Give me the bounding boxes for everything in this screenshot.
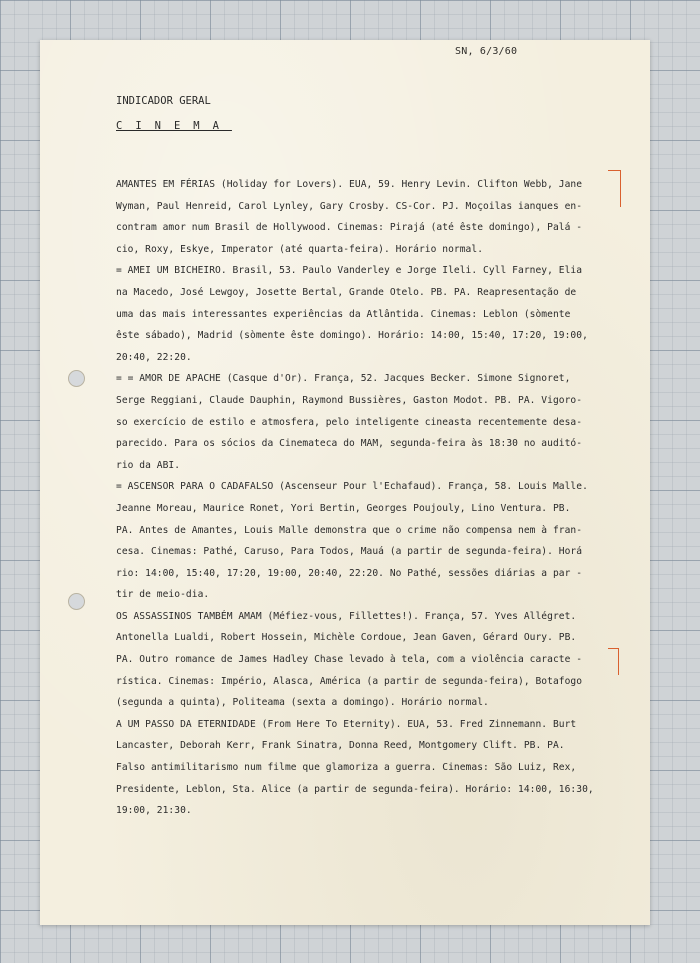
text-line: OS ASSASSINOS TAMBÉM AMAM (Méfiez-vous, Fillettes!). França, 57. Yves Allégret.	[116, 610, 577, 622]
film-listings	[116, 174, 636, 822]
document-title: INDICADOR GERAL	[116, 95, 211, 107]
punch-hole	[68, 370, 85, 387]
section-heading: CINEMA	[116, 120, 232, 132]
text-line: cesa. Cinemas: Pathé, Caruso, Para Todos, Mauá (a partir de segunda-feira). Horá	[116, 546, 583, 558]
text-line: = = AMOR DE APACHE (Casque d'Or). França, 52. Jacques Becker. Simone Signoret,	[116, 373, 571, 385]
text-line: Presidente, Leblon, Sta. Alice (a partir de segunda-feira). Horário: 14:00, 16:30,	[116, 783, 594, 795]
document-date-stamp: SN, 6/3/60	[455, 46, 518, 57]
document-page	[40, 40, 650, 925]
text-line: na Macedo, José Lewgoy, Josette Bertal, Grande Otelo. PB. PA. Reapresentação de	[116, 286, 577, 298]
text-line: Serge Reggiani, Claude Dauphin, Raymond Bussières, Gaston Modot. PB. PA. Vigoro-	[116, 394, 583, 406]
text-line: Falso antimilitarismo num filme que glamoriza a guerra. Cinemas: São Luiz, Rex,	[116, 762, 577, 774]
text-line: Jeanne Moreau, Maurice Ronet, Yori Bertin, Georges Poujouly, Lino Ventura. PB.	[116, 502, 571, 514]
text-line: PA. Outro romance de James Hadley Chase levado à tela, com a violência caracte -	[116, 654, 583, 666]
text-line: A UM PASSO DA ETERNIDADE (From Here To Eternity). EUA, 53. Fred Zinnemann. Burt	[116, 718, 577, 730]
text-line: = ASCENSOR PARA O CADAFALSO (Ascenseur Pour l'Echafaud). França, 58. Louis Malle.	[116, 481, 588, 493]
text-line: rística. Cinemas: Império, Alasca, América (a partir de segunda-feira), Botafogo	[116, 675, 583, 687]
text-line: = AMEI UM BICHEIRO. Brasil, 53. Paulo Vanderley e Jorge Ileli. Cyll Farney, Elia	[116, 265, 583, 277]
text-line: 19:00, 21:30.	[116, 805, 192, 817]
text-line: rio: 14:00, 15:40, 17:20, 19:00, 20:40, 22:20. No Pathé, sessões diárias a par -	[116, 567, 583, 579]
text-line: AMANTES EM FÉRIAS (Holiday for Lovers). EUA, 59. Henry Levin. Clifton Webb, Jane	[116, 179, 583, 190]
text-line: Lancaster, Deborah Kerr, Frank Sinatra, Donna Reed, Montgomery Clift. PB. PA.	[116, 740, 565, 752]
text-line: êste sábado), Madrid (sòmente êste domingo). Horário: 14:00, 15:40, 17:20, 19:00,	[116, 330, 588, 342]
text-line: (segunda a quinta), Politeama (sexta a domingo). Horário normal.	[116, 697, 489, 709]
text-line: parecido. Para os sócios da Cinemateca do MAM, segunda-feira às 18:30 no auditó-	[116, 438, 583, 450]
text-line: tir de meio-dia.	[116, 589, 210, 601]
text-line: 20:40, 22:20.	[116, 351, 192, 363]
punch-hole	[68, 593, 85, 610]
text-line: cio, Roxy, Eskye, Imperator (até quarta-feira). Horário normal.	[116, 243, 484, 255]
text-line: Wyman, Paul Henreid, Carol Lynley, Gary Crosby. CS-Cor. PJ. Moçoilas ianques en-	[116, 200, 583, 212]
text-line: contram amor num Brasil de Hollywood. Cinemas: Pirajá (até êste domingo), Palá -	[116, 222, 583, 234]
text-line: so exercício de estilo e atmosfera, pelo inteligente cineasta recentemente desa-	[116, 416, 583, 428]
text-line: PA. Antes de Amantes, Louis Malle demonstra que o crime não compensa nem à fran-	[116, 524, 583, 536]
text-line: Antonella Lualdi, Robert Hossein, Michèle Cordoue, Jean Gaven, Gérard Oury. PB.	[116, 632, 577, 644]
text-line: uma das mais interessantes experiências da Atlântida. Cinemas: Leblon (sòmente	[116, 308, 571, 320]
text-line: rio da ABI.	[116, 459, 181, 471]
